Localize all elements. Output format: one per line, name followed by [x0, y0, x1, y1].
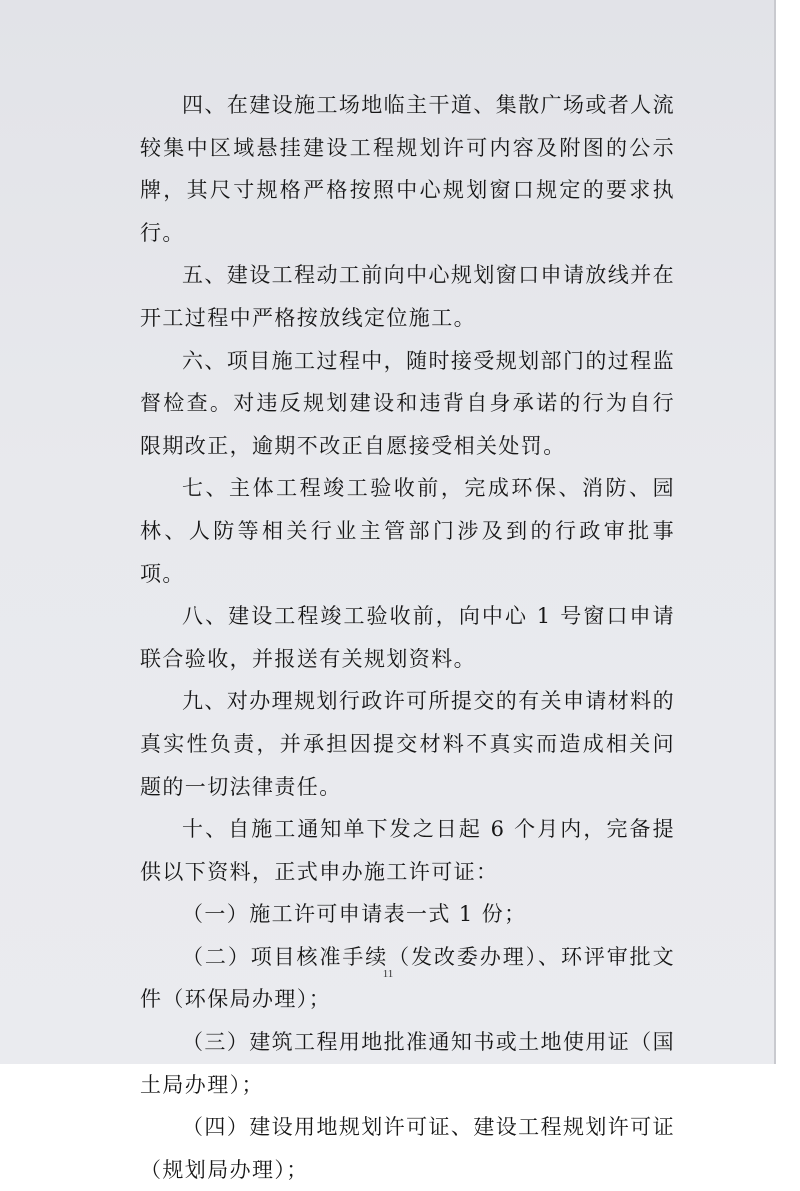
sub-item-2: （二）项目核准手续（发改委办理）、环评审批文件（环保局办理）； — [140, 944, 675, 1012]
paragraph-item-5: 五、建设工程动工前向中心规划窗口申请放线并在开工过程中严格按放线定位施工。 — [140, 263, 675, 330]
paragraph-item-4: 四、在建设施工场地临主干道、集散广场或者人流较集中区域悬挂建设工程规划许可内容及附图的公示牌，其尺寸规格严格按照中心规划窗口规定的要求执行。 — [140, 93, 675, 245]
paragraph-item-7: 七、主体工程竣工验收前，完成环保、消防、园林、人防等相关行业主管部门涉及到的行政审批事项。 — [140, 476, 675, 586]
paragraph-item-9: 九、对办理规划行政许可所提交的有关申请材料的真实性负责，并承担因提交材料不真实而造成相关问题的一切法律责任。 — [140, 689, 675, 799]
paragraph-item-6: 六、项目施工过程中，随时接受规划部门的过程监督检查。对违反规划建设和违背自身承诺的行为自行限期改正，逾期不改正自愿接受相关处罚。 — [140, 348, 675, 458]
sub-item-1: （一）施工许可申请表一式 1 份； — [182, 902, 527, 927]
document-body — [140, 84, 675, 1191]
sub-item-4: （四）建设用地规划许可证、建设工程规划许可证（规划局办理）； — [140, 1115, 675, 1182]
page-number: 11 — [382, 968, 394, 980]
paragraph-item-8: 八、建设工程竣工验收前，向中心 1 号窗口申请联合验收，并报送有关规划资料。 — [140, 604, 675, 671]
paragraph-item-10: 十、自施工通知单下发之日起 6 个月内，完备提供以下资料，正式申办施工许可证： — [140, 817, 675, 884]
sub-item-3: （三）建筑工程用地批准通知书或土地使用证（国土局办理）； — [140, 1030, 675, 1097]
